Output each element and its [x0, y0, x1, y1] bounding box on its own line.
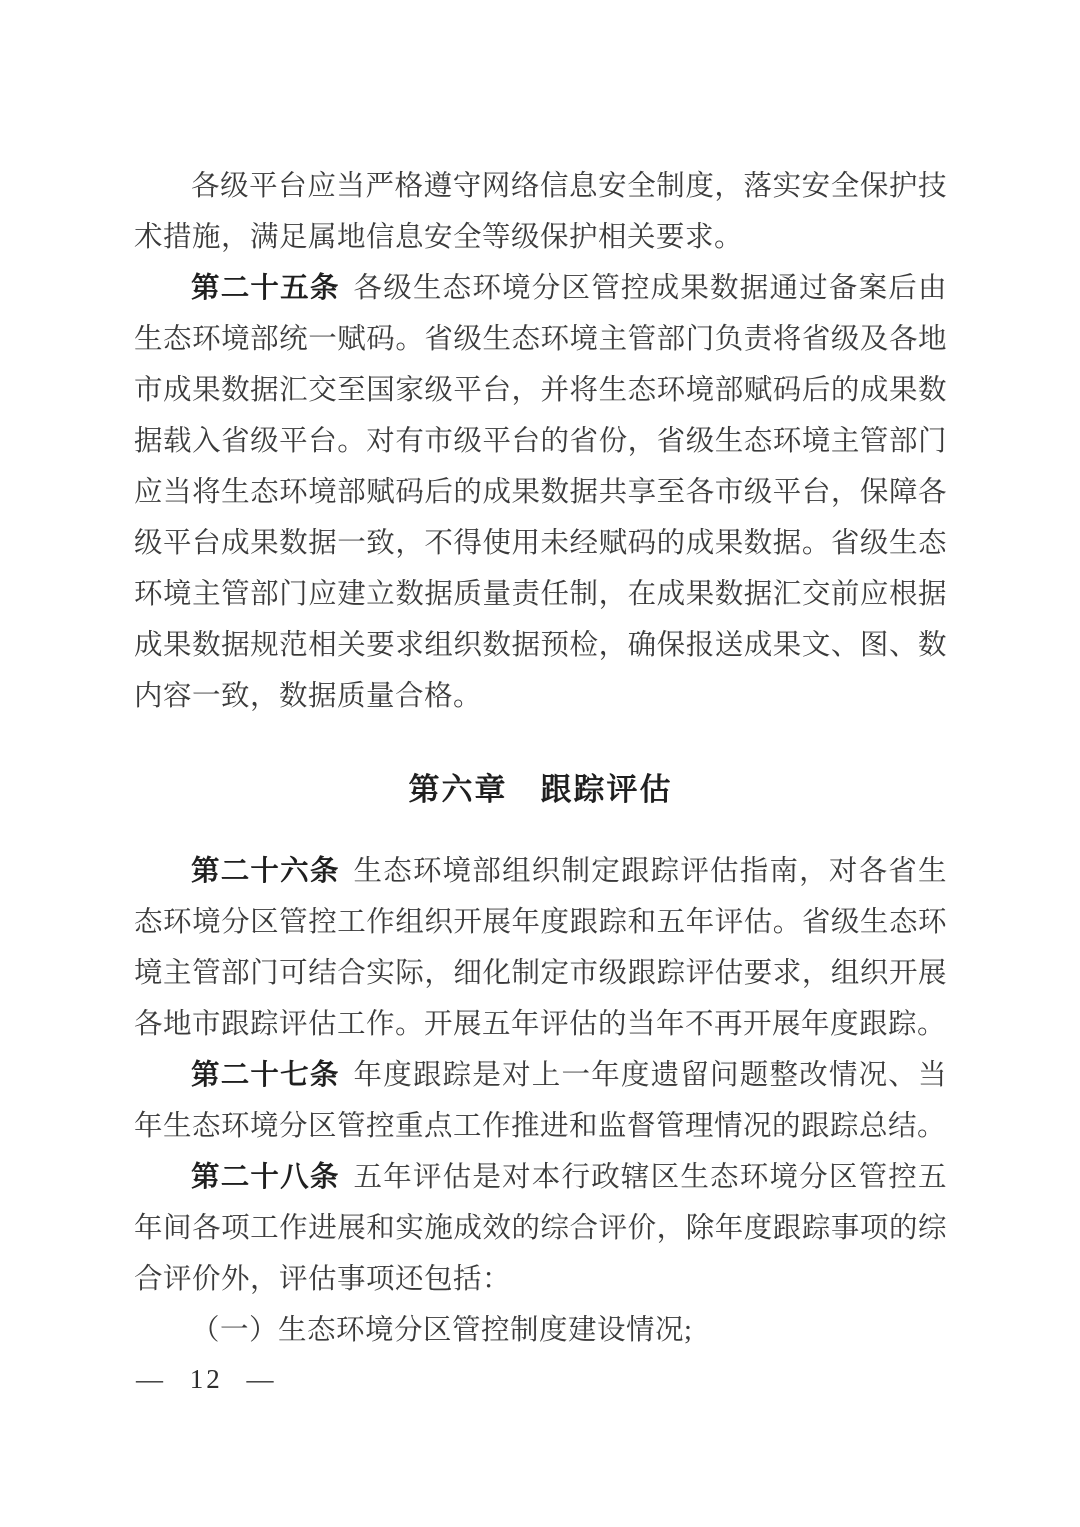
article-number: 第二十七条	[191, 1059, 340, 1091]
paragraph-text: 各级生态环境分区管控成果数据通过备案后由生态环境部统一赋码。省级生态环境主管部门负责将省级及各地市成果数据汇交至国家级平台，并将生态环境部赋码后的成果数据载入省级平台。对有市级平台的省份，省级生态环境主管部门应当将生态环境部赋码后的成果数据共享至各市级平台，保障各级平台成果数据一致，不得使用未经赋码的成果数据。省级生态环境主管部门应建立数据质量责任制，在成果数据汇交前应根据成果数据规范相关要求组织数据预检，确保报送成果文、图、数内容一致，数据质量合格。	[134, 273, 947, 712]
paragraph-article-26	[134, 846, 947, 1050]
chapter-heading: 第六章 跟踪评估	[408, 772, 673, 807]
paragraph-text: 年度跟踪是对上一年度遗留问题整改情况、当年生态环境分区管控重点工作推进和监督管理情况的跟踪总结。	[134, 1060, 947, 1142]
list-item-one	[134, 1305, 947, 1356]
article-number: 第二十八条	[191, 1161, 340, 1193]
paragraph-article-25	[134, 263, 947, 722]
paragraph-text: （一）生态环境分区管控制度建设情况;	[191, 1315, 693, 1346]
paragraph-text: 五年评估是对本行政辖区生态环境分区管控五年间各项工作进展和实施成效的综合评价，除年度跟踪事项的综合评价外，评估事项还包括：	[134, 1162, 947, 1295]
paragraph-article-27	[134, 1050, 947, 1152]
article-number: 第二十六条	[191, 855, 340, 887]
paragraph-text: 各级平台应当严格遵守网络信息安全制度，落实安全保护技术措施，满足属地信息安全等级保护相关要求。	[134, 171, 947, 253]
paragraph	[134, 161, 947, 263]
paragraph-text: 生态环境部组织制定跟踪评估指南，对各省生态环境分区管控工作组织开展年度跟踪和五年评估。省级生态环境主管部门可结合实际，细化制定市级跟踪评估要求，组织开展各地市跟踪评估工作。开展五年评估的当年不再开展年度跟踪。	[134, 856, 947, 1040]
page-number: — 12 —	[136, 1364, 277, 1394]
article-number: 第二十五条	[191, 272, 340, 304]
paragraph-article-28	[134, 1152, 947, 1305]
